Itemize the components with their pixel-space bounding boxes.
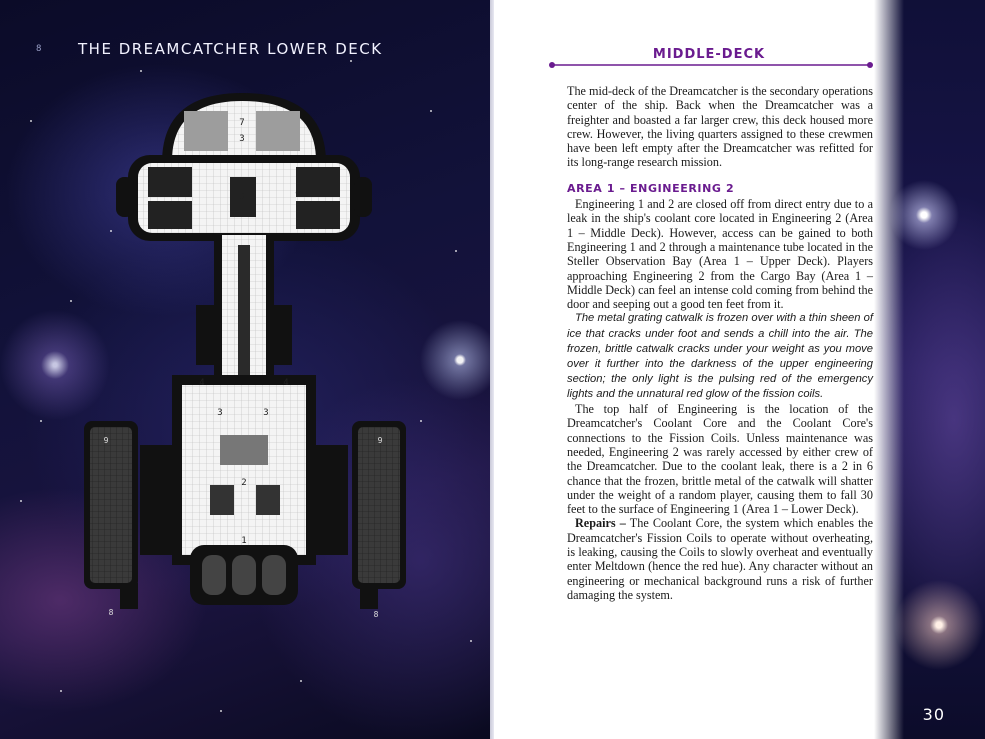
map-label: 1: [241, 536, 247, 546]
title-divider: [546, 59, 876, 71]
body-paragraph: Engineering 1 and 2 are closed off from direct entry due to a leak in the ship's coolant core located in Engineering 2 (Area 1 – Middle Deck). However, access can be gained to both Engineering 1 and 2 through a maintenance tube located in the Steller Observation Bay (Area 1 – Upper Deck). Players approaching Engineering 2 from the Cargo Bay (Area 1 – Middle Deck) can feel an intense cold coming from behind the door and seeping out a good ten feet from it.: [567, 197, 873, 312]
map-label: 3: [217, 408, 223, 418]
article-body: [567, 84, 873, 602]
map-label: 4: [199, 378, 205, 388]
section-title: MIDDLE-DECK: [652, 47, 766, 62]
deck-map: [80, 85, 415, 630]
map-label: 4: [283, 378, 289, 388]
body-paragraph: The top half of Engineering is the location of the Dreamcatcher's Coolant Core and the Coolant Core's connections to the Fission Coils. Unless maintenance was needed, Engineering 2 was rarely accessed by either crew of the Dreamcatcher. Due to the coolant leak, there is a 2 in 6 chance that the frozen, brittle metal of the catwalk will shatter under the weight of a random player, causing them to fall 30 feet to the surface of Engineering 1 (Area 1 – Lower Deck).: [567, 402, 873, 517]
page-number: 30: [922, 705, 945, 724]
deck-map-title: THE DREAMCATCHER LOWER DECK: [78, 40, 383, 58]
flavor-text: The metal grating catwalk is frozen over with a thin sheen of ice that cracks under foot and sends a chill into the air. The frozen, brittle catwalk cracks under your weight as you move over it further into the darkness of the upper engineering section; the only light is the pulsing red of the emergency lights and the unnatural red glow of the fission coils.: [567, 312, 873, 400]
map-label: 8: [373, 610, 379, 619]
map-label: 3: [263, 408, 269, 418]
map-label: 9: [185, 190, 191, 200]
corner-page-mark: 8: [36, 44, 42, 54]
repairs-paragraph: [567, 516, 873, 602]
map-label: 7: [239, 118, 245, 128]
area-heading: AREA 1 – ENGINEERING 2: [567, 181, 735, 195]
map-label: 9: [377, 436, 383, 445]
right-page: [494, 0, 985, 739]
map-label: 9: [103, 436, 109, 445]
repairs-label: Repairs –: [575, 516, 626, 531]
intro-paragraph: The mid-deck of the Dreamcatcher is the secondary operations center of the ship. Back when the Dreamcatcher was a freighter and boasted a far larger crew, this deck housed more crew. However, the living quarters assigned to these crewmen have been left empty after the Dreamcatcher was refitted for its long-range research mission.: [567, 84, 873, 170]
map-label: 3: [239, 134, 245, 144]
map-label: 3: [239, 192, 245, 202]
paper-fade: [874, 0, 904, 739]
map-label: 2: [241, 478, 247, 488]
left-page: [0, 0, 490, 739]
repairs-text: The Coolant Core, the system which enables the Dreamcatcher's Fission Coils to operate without overheating, is leaking, causing the Coils to slowly overheat and eventually enter Meltdown (hence the red hue). Any character without an engineering or mechanical background runs a risk of further damaging the system.: [567, 516, 873, 602]
map-label: 8: [108, 608, 114, 617]
map-label: 9: [295, 190, 301, 200]
